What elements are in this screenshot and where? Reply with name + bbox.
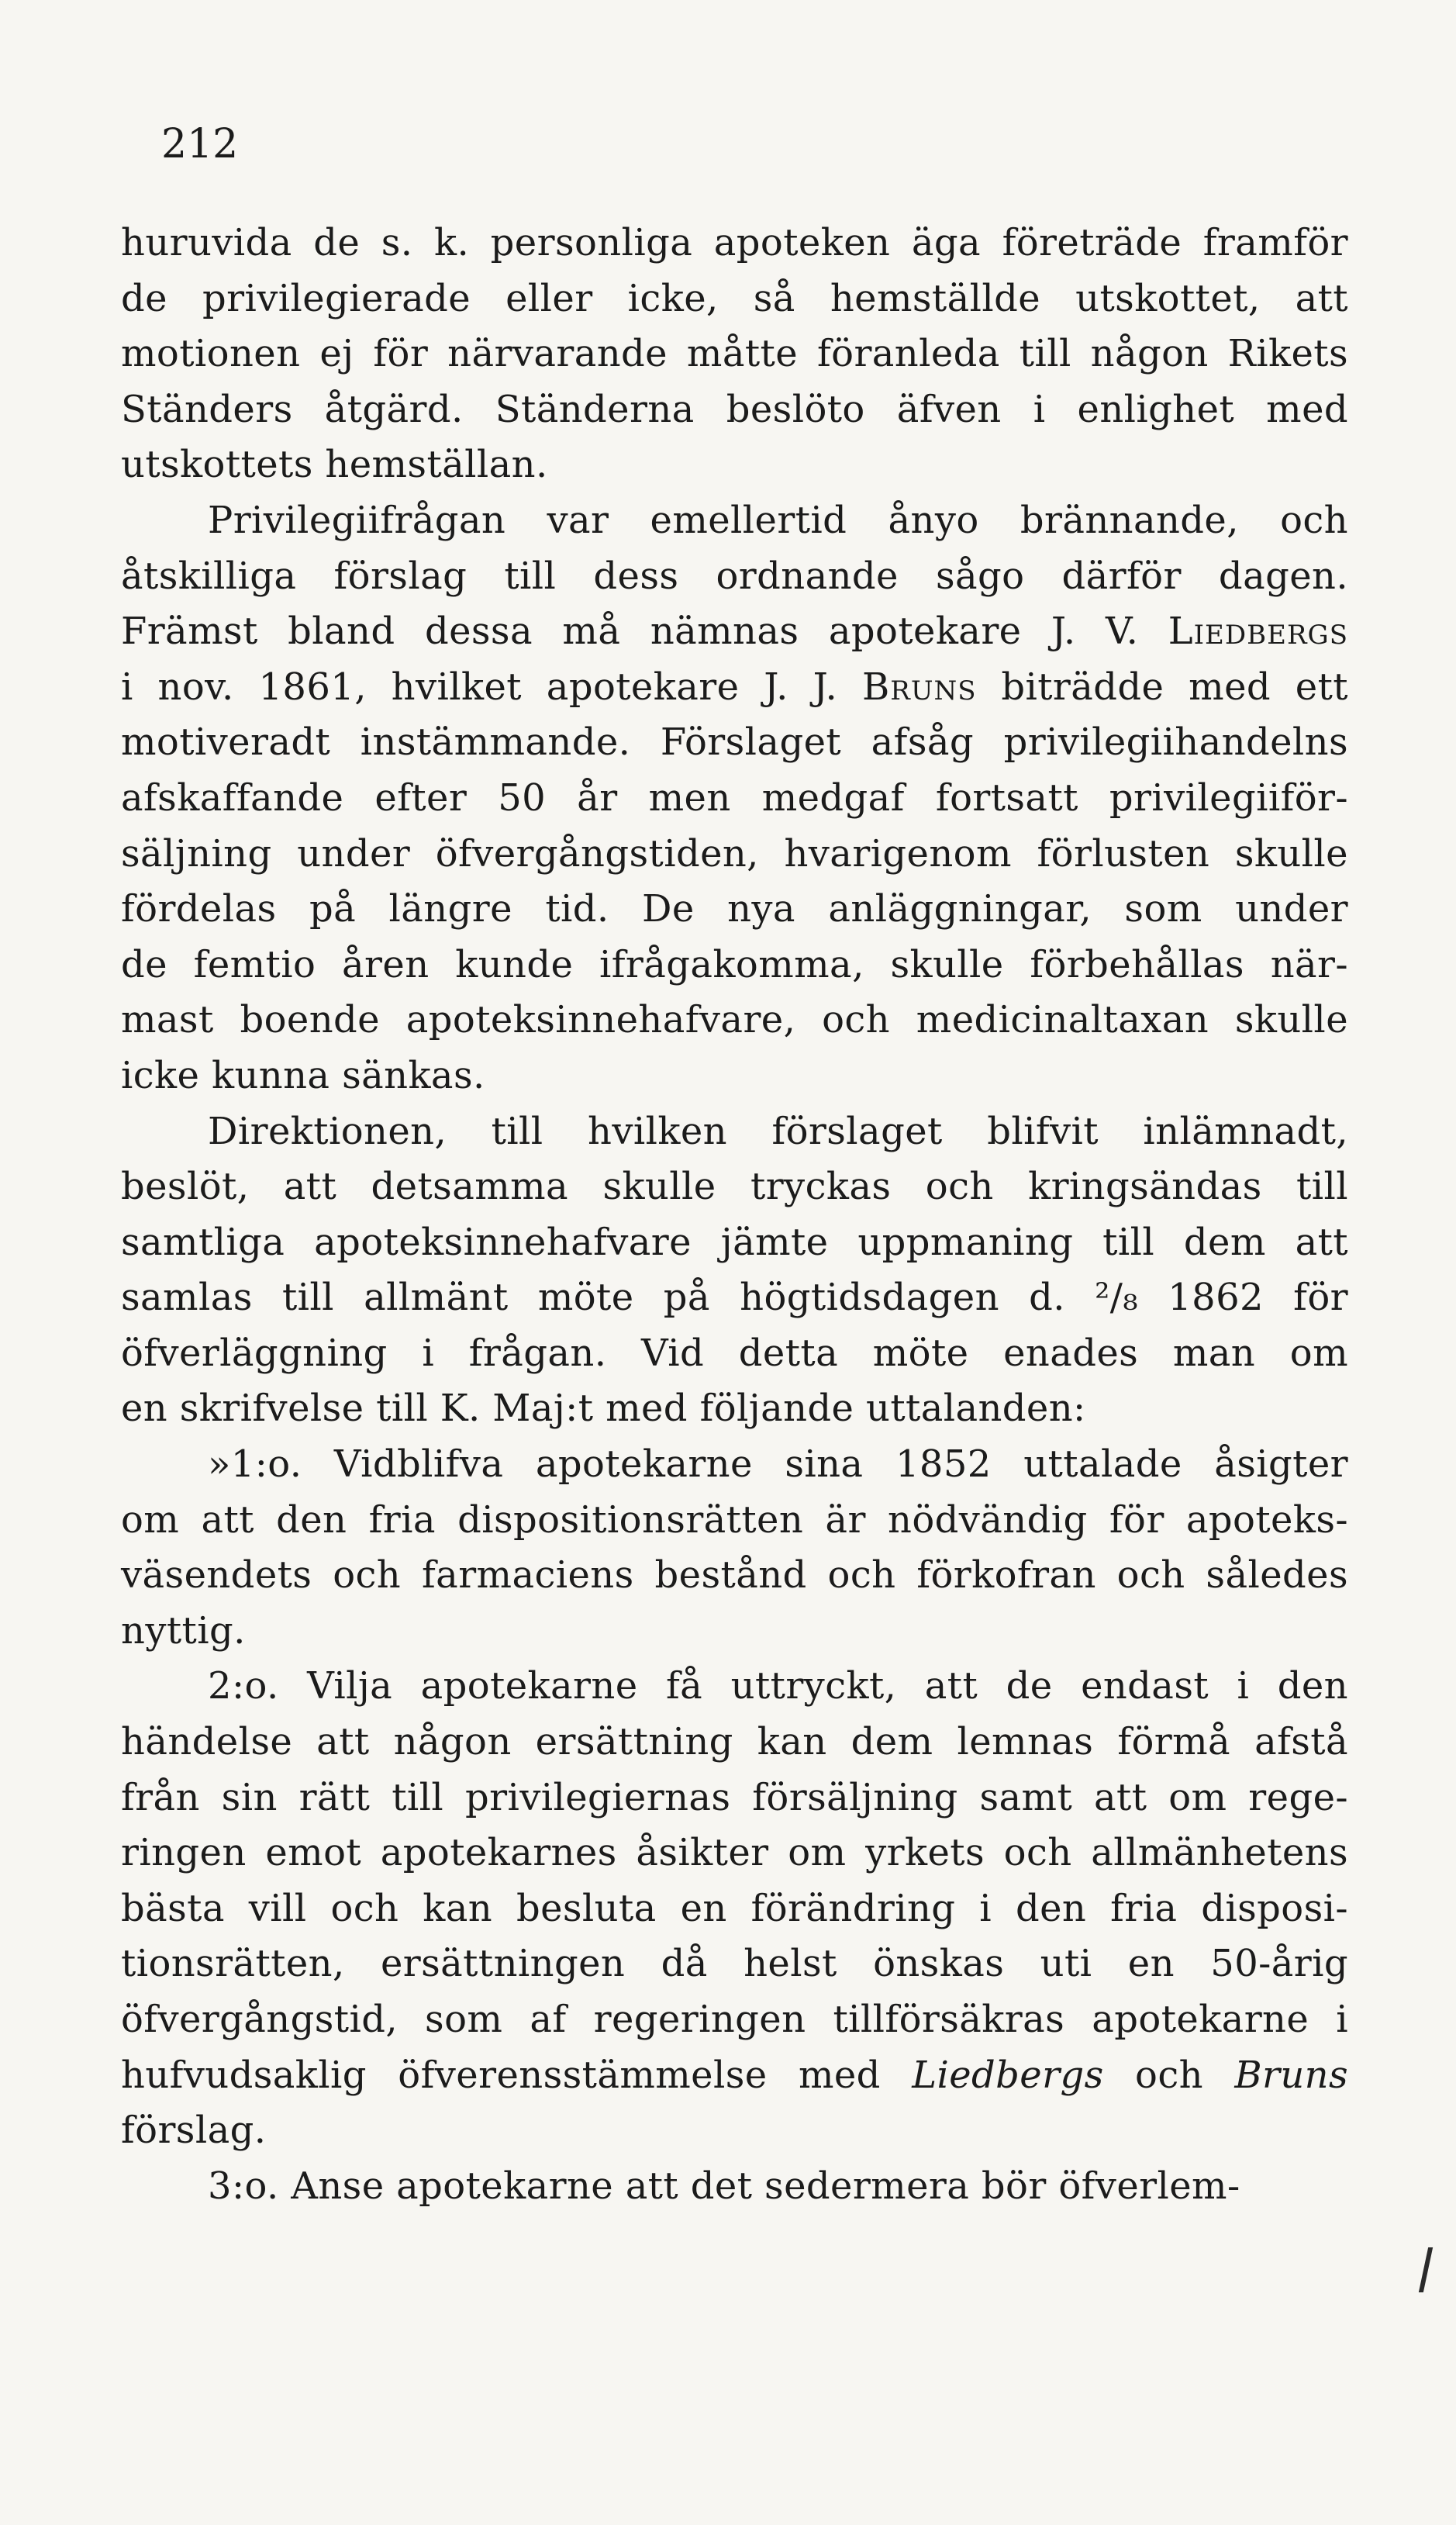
text-line: motiveradt instämmande. Förslaget afsåg privilegiihandelns: [121, 720, 1348, 765]
text-line: Ständers åtgärd. Ständerna beslöto äfven i enlighet med: [121, 387, 1348, 431]
text-line: samlas till allmänt möte på högtidsdagen d. ²/₈ 1862 för: [121, 1276, 1348, 1320]
text-line: samtliga apoteksinnehafvare jämte uppmaning till dem att: [121, 1220, 1348, 1264]
text-line: åtskilliga förslag till dess ordnande sågo därför dagen.: [121, 554, 1348, 598]
text-line: fördelas på längre tid. De nya anläggningar, som under: [121, 887, 1348, 931]
text-line: säljning under öfvergångstiden, hvarigenom förlusten skulle: [121, 831, 1348, 876]
text-line: utskottets hemställan.: [121, 443, 548, 487]
author-name: Bruns: [861, 665, 977, 709]
text-line: Direktionen, till hvilken förslaget blifvit inlämnadt,: [208, 1109, 1348, 1153]
text-run: Främst bland dessa må nämnas apotekare J. V.: [121, 610, 1168, 654]
text-line: händelse att någon ersättning kan dem lemnas förmå afstå: [121, 1720, 1348, 1764]
text-line: Privilegiifrågan var emellertid ånyo brännande, och: [208, 498, 1348, 542]
text-run: och: [1103, 2053, 1235, 2097]
text-line: ringen emot apotekarnes åsikter om yrkets och allmänhetens: [121, 1831, 1348, 1875]
text-line: öfverläggning i frågan. Vid detta möte enades man om: [121, 1331, 1348, 1375]
text-line: beslöt, att detsamma skulle tryckas och kringsändas till: [121, 1165, 1348, 1209]
text-line: motionen ej för närvarande måtte föranleda till någon Rikets: [121, 332, 1348, 376]
italic-text: Liedbergs: [912, 2053, 1104, 2097]
text-run: i nov. 1861, hvilket apotekare J. J.: [121, 665, 862, 709]
text-line: tionsrätten, ersättningen då helst önskas uti en 50-årig: [121, 1942, 1348, 1986]
text-line: de privilegierade eller icke, så hemställde utskottet, att: [121, 276, 1348, 320]
text-line: 3:o. Anse apotekarne att det sedermera bör öfverlem-: [208, 2164, 1240, 2208]
text-line: bästa vill och kan besluta en förändring i den fria disposi-: [121, 1886, 1348, 1930]
text-line: nyttig.: [121, 1608, 246, 1653]
italic-text: Bruns: [1234, 2053, 1348, 2097]
text-line: »1:o. Vidblifva apotekarne sina 1852 uttalade åsigter: [208, 1442, 1348, 1487]
author-name: Liedbergs: [1168, 610, 1348, 654]
text-run: biträdde med ett: [976, 665, 1348, 709]
text-line: afskaffande efter 50 år men medgaf fortsatt privilegiiför-: [121, 775, 1348, 820]
text-line: huruvida de s. k. personliga apoteken äga företräde framför: [121, 221, 1348, 264]
text-line: om att den fria dispositionsrätten är nödvändig för apoteks-: [121, 1497, 1348, 1542]
margin-mark: [1419, 2247, 1433, 2292]
text-line: mast boende apoteksinnehafvare, och medicinaltaxan skulle: [121, 998, 1348, 1042]
text-line: förslag.: [121, 2109, 267, 2153]
text-line: [121, 2048, 1348, 2104]
text-line: de femtio åren kunde ifrågakomma, skulle förbehållas när-: [121, 942, 1348, 986]
text-line: [121, 604, 1348, 660]
page-number: 212: [161, 121, 239, 168]
text-run: hufvudsaklig öfverensstämmelse med: [121, 2053, 913, 2097]
text-line: från sin rätt till privilegiernas försäljning samt att om rege-: [121, 1775, 1348, 1819]
text-block: [121, 216, 1348, 2214]
text-line: väsendets och farmaciens bestånd och förkofran och således: [121, 1553, 1348, 1598]
text-line: icke kunna sänkas.: [121, 1053, 485, 1097]
text-line: en skrifvelse till K. Maj:t med följande uttalanden:: [121, 1387, 1086, 1431]
text-line: [121, 660, 1348, 716]
text-line: öfvergångstid, som af regeringen tillförsäkras apotekarne i: [121, 1998, 1348, 2041]
text-line: 2:o. Vilja apotekarne få uttryckt, att de endast i den: [208, 1664, 1348, 1708]
